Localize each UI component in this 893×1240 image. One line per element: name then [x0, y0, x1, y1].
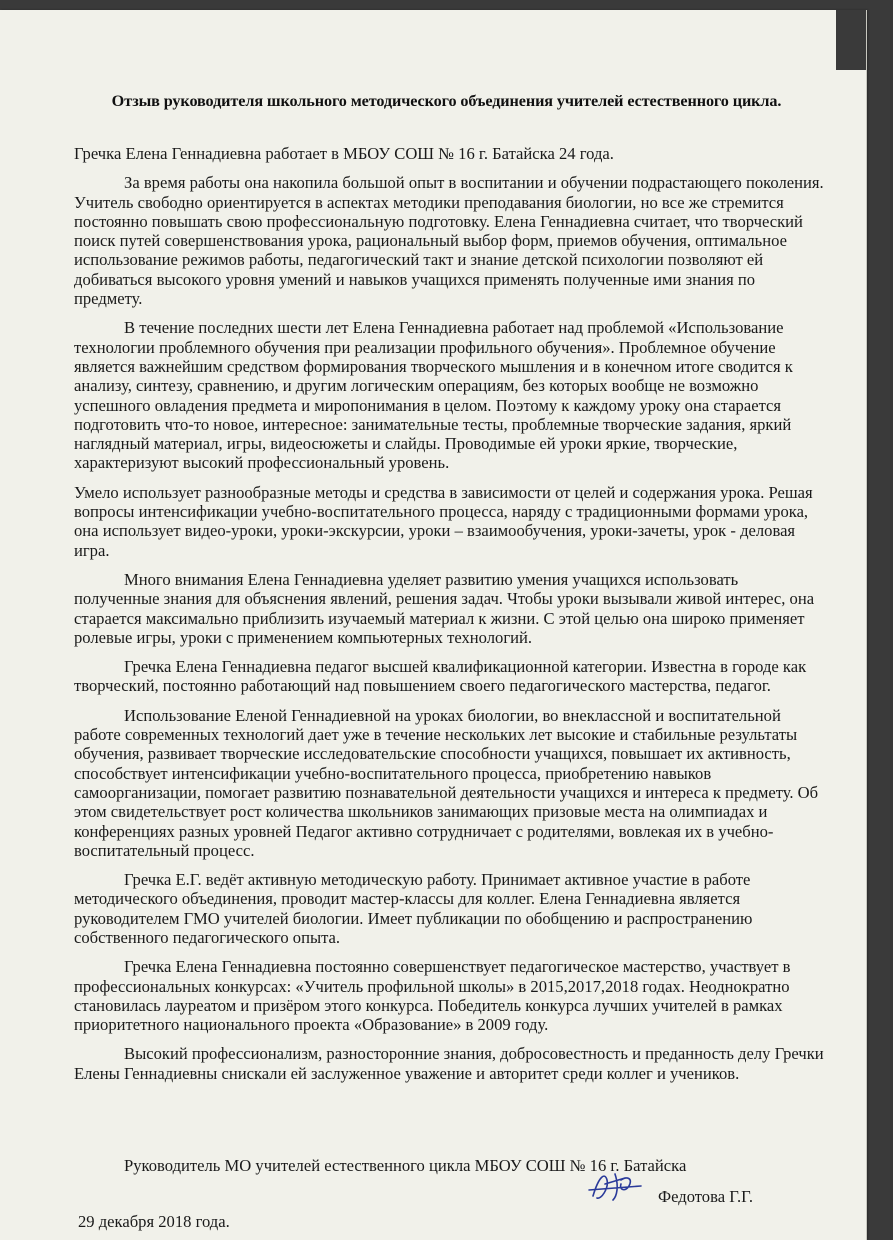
paragraph-experience: За время работы она накопила большой опыт в воспитании и обучении подрастающего поколения. Учитель свободно ориентируется в аспектах методики преподавания биологии, но все же стремится постоянно повышать свою профессиональную подготовку. Елена Геннадиевна считает, что творческий поиск путей совершенствования урока, рациональный выбор форм, приемов обучения, оптимальное использование режимов работы, педагогический такт и знание детской психологии позволяют ей добиваться высокого уровня умений и навыков учащихся применять полученные ими знания по предмету.: [74, 173, 824, 309]
paragraph-intro: Гречка Елена Геннадиевна работает в МБОУ СОШ № 16 г. Батайска 24 года.: [74, 144, 614, 163]
paragraph-methodical-work: Гречка Е.Г. ведёт активную методическую работу. Принимает активное участие в работе методического объединения, проводит мастер-классы для коллег. Елена Геннадиевна является руководителем ГМО учителей биологии. Имеет публикации по обобщению и распространению собственного педагогического опыта.: [74, 870, 753, 947]
paragraph-problem-learning: В течение последних шести лет Елена Геннадиевна работает над проблемой «Использование технологии проблемного обучения при реализации профильного обучения». Проблемное обучение является важнейшим средством формирования творческого мышления и в конечном итоге сводится к анализу, синтезу, сравнению, и другим логическим операциям, без которых вообще не возможно успешного овладения предмета и миропонимания в целом. Поэтому к каждому уроку она старается подготовить что-то новое, интересное: занимательные тесты, проблемные творческие задания, яркий наглядный материал, игры, видеосюжеты и слайды. Проводимые ей уроки яркие, творческие, характеризуют высокий профессиональный уровень.: [74, 318, 793, 473]
paragraph-contests: Гречка Елена Геннадиевна постоянно совершенствует педагогическое мастерство, участвует в профессиональных конкурсах: «Учитель профильной школы» в 2015,2017,2018 годах. Неоднократно становилась лауреатом и призёром этого конкурса. Победитель конкурса лучших учителей в рамках приоритетного национального проекта «Образование» в 2009 году.: [74, 957, 791, 1035]
document-title: Отзыв руководителя школьного методического объединения учителей естественного цикла.: [111, 92, 782, 110]
signature-position: Руководитель МО учителей естественного цикла МБОУ СОШ № 16 г. Батайска: [124, 1156, 687, 1175]
document-body: [74, 144, 824, 1093]
document-date: 29 декабря 2018 года.: [78, 1212, 230, 1231]
paragraph-skills: Много внимания Елена Геннадиевна уделяет развитию умения учащихся использовать полученные знания для объяснения явлений, решения задач. Чтобы уроки вызывали живой интерес, она старается максимально приблизить изучаемый материал к жизни. С этой целью она широко применяет ролевые игры, уроки с применением компьютерных технологий.: [74, 569, 815, 647]
paragraph-technologies: Использование Еленой Геннадиевной на уроках биологии, во внеклассной и воспитательной работе современных технологий дает уже в течение нескольких лет высокие и стабильные результаты обучения, развивает творческие исследовательские способности учащихся, повышает их активность, способствует интенсификации учебно-воспитательного процесса, приобретению навыков самоорганизации, помогает развитию познавательной деятельности учащихся и интереса к предмету. Об этом свидетельствует рост количества школьников занимающих призовые места на олимпиадах и конференциях разных уровней Педагог активно сотрудничает с родителями, вовлекая их в учебно-воспитательный процесс.: [74, 705, 819, 860]
paragraph-qualification: Гречка Елена Геннадиевна педагог высшей квалификационной категории. Известна в городе как творческий, постоянно работающий над повышением своего педагогического мастерства, педагог.: [74, 657, 807, 696]
paragraph-methods: Умело использует разнообразные методы и средства в зависимости от целей и содержания урока. Решая вопросы интенсификации учебно-воспитательного процесса, наряду с традиционными формами урока, она использует видео-уроки, уроки-экскурсии, уроки – взаимообучения, уроки-зачеты, урок - деловая игра.: [74, 482, 813, 560]
signer-name: Федотова Г.Г.: [658, 1187, 753, 1206]
paragraph-conclusion: Высокий профессионализм, разносторонние знания, добросовестность и преданность делу Гречки Елены Геннадиевны снискали ей заслуженное уважение и авторитет среди коллег и учеников.: [74, 1044, 824, 1083]
handwritten-signature: [585, 1166, 645, 1206]
page-corner-background: [836, 10, 866, 70]
